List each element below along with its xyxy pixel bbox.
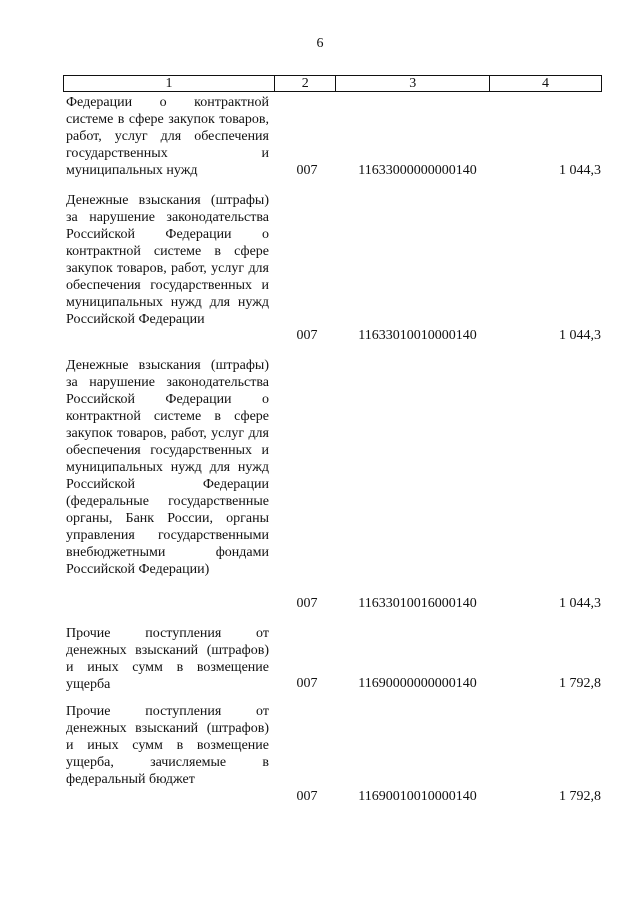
column-header-1: 1 xyxy=(64,76,275,92)
column-header-row xyxy=(63,75,602,92)
row-kbk: 11690010010000140 xyxy=(358,789,477,804)
row-description: Денежные взыскания (штрафы) за нарушение законодательства Российской Федерации о контрактной системе в сфере закупок товаров, работ, услуг для обеспечения государственных и муниципальных нужд для нужд Российской Федерации xyxy=(66,193,269,327)
row-kbk: 11633010016000140 xyxy=(358,596,477,611)
row-code: 007 xyxy=(296,328,318,343)
row-kbk: 11690000000000140 xyxy=(358,676,477,691)
page-number: 6 xyxy=(316,36,324,51)
row-description: Денежные взыскания (штрафы) за нарушение законодательства Российской Федерации о контрактной системе в сфере закупок товаров, работ, услуг для обеспечения государственных и муниципальных нужд для нужд Российской Федерации (федеральные государственные органы, Банк России, органы управления государственными внебюджетными фондами Российской Федерации) xyxy=(66,358,269,577)
row-amount: 1 044,3 xyxy=(559,596,601,611)
column-header-4: 4 xyxy=(490,76,602,92)
row-code: 007 xyxy=(296,596,318,611)
row-amount: 1 044,3 xyxy=(559,163,601,178)
row-amount: 1 044,3 xyxy=(559,328,601,343)
row-code: 007 xyxy=(296,676,318,691)
row-description: Прочие поступления от денежных взысканий (штрафов) и иных сумм в возмещение ущерба xyxy=(66,626,269,692)
column-header-3: 3 xyxy=(336,76,490,92)
row-kbk: 11633000000000140 xyxy=(358,163,477,178)
row-code: 007 xyxy=(296,789,318,804)
row-amount: 1 792,8 xyxy=(559,676,601,691)
row-kbk: 11633010010000140 xyxy=(358,328,477,343)
column-header-2: 2 xyxy=(274,76,335,92)
row-amount: 1 792,8 xyxy=(559,789,601,804)
row-description: Прочие поступления от денежных взысканий (штрафов) и иных сумм в возмещение ущерба, зачисляемые в федеральный бюджет xyxy=(66,704,269,787)
row-code: 007 xyxy=(296,163,318,178)
row-description: Федерации о контрактной системе в сфере закупок товаров, работ, услуг для обеспечения государственных и муниципальных нужд xyxy=(66,95,269,178)
